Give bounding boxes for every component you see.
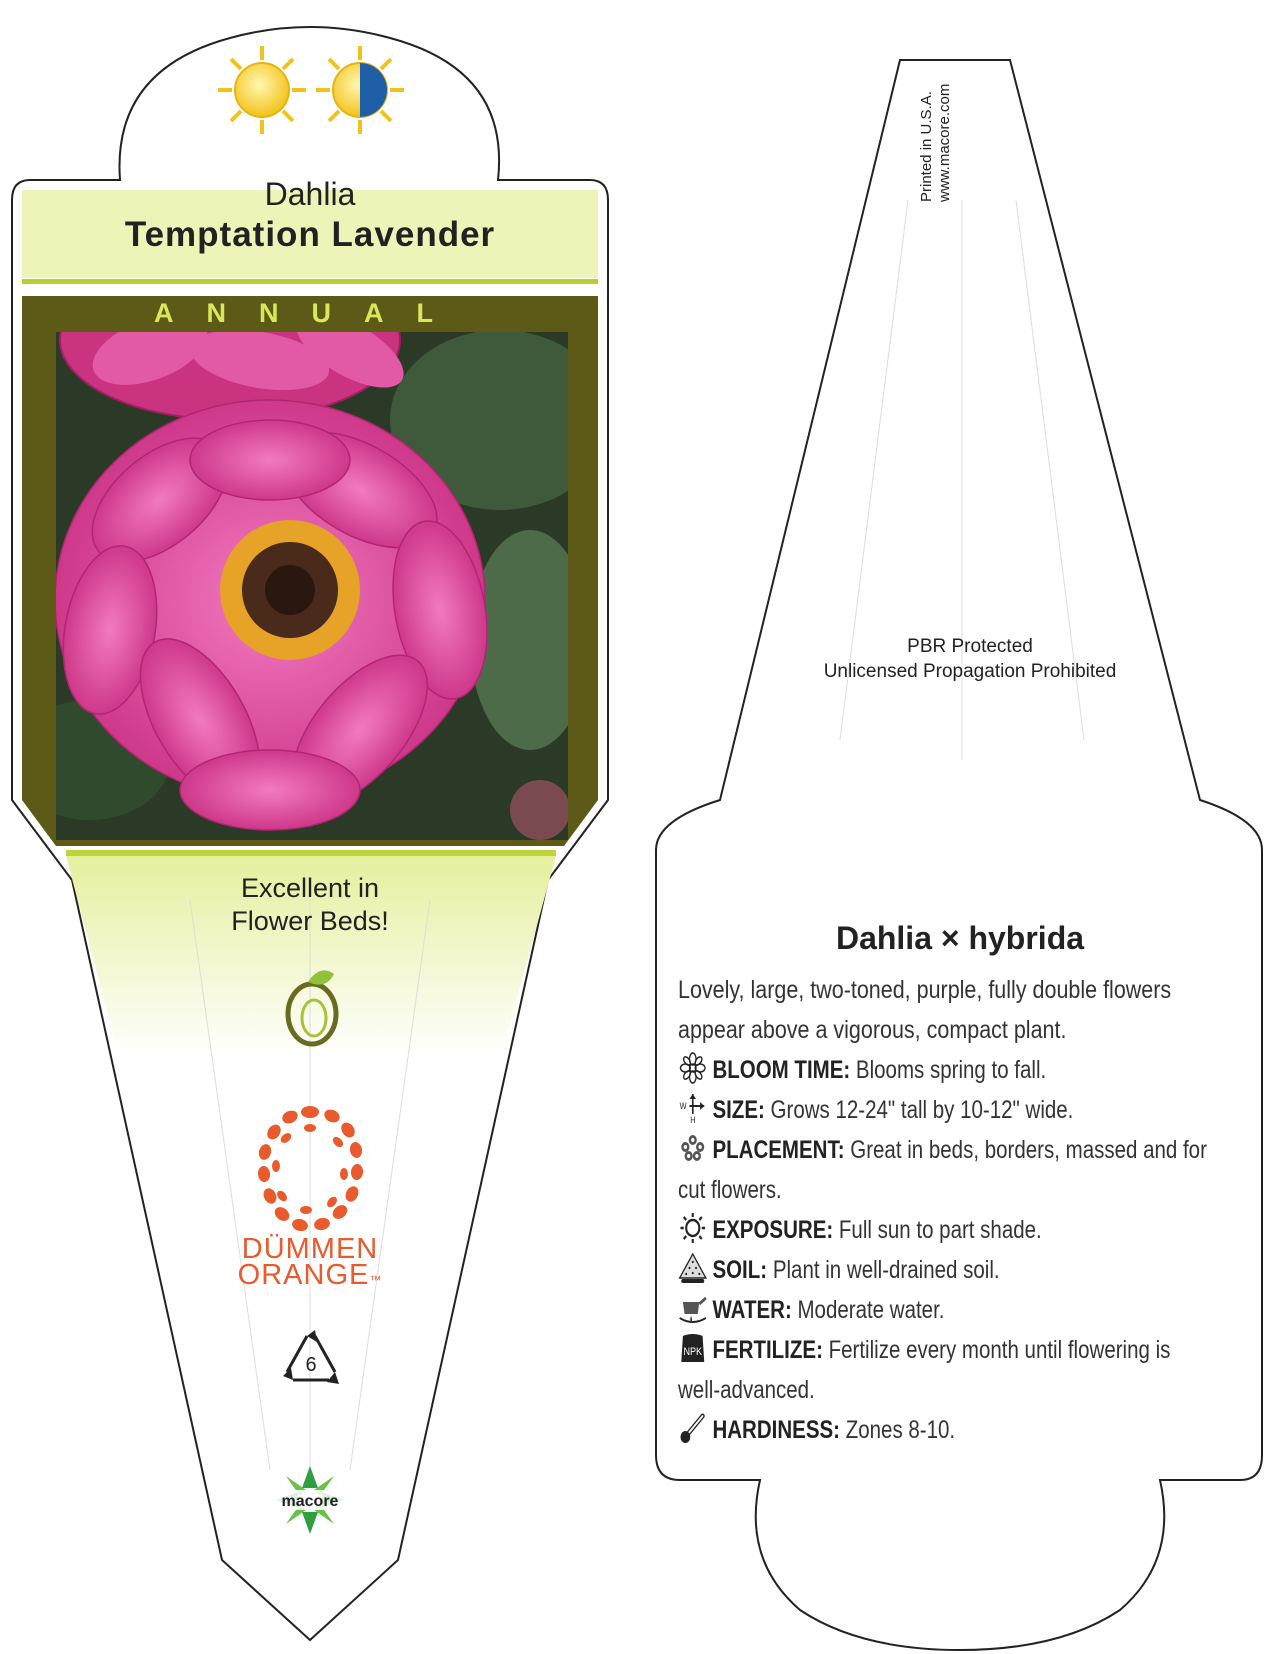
bloom-time-text: Blooms spring to fall. [855, 1056, 1047, 1084]
care-water [678, 1290, 1211, 1330]
care-hardiness [678, 1410, 1211, 1450]
pbr-line-2: Unlicensed Propagation Prohibited [823, 661, 1117, 682]
bloom-time-label: BLOOM TIME: [712, 1056, 851, 1084]
plant-description: Lovely, large, two-toned, purple, fully double flowers appear above a vigorous, compact plant. [678, 976, 1172, 1044]
placement-label: PLACEMENT: [712, 1136, 845, 1164]
care-placement [678, 1130, 1211, 1210]
exposure-label: EXPOSURE: [712, 1216, 834, 1244]
brand-line-1: DÜMMEN [241, 1233, 379, 1265]
brand-line-2-text: ORANGE [237, 1259, 370, 1291]
size-icon-h: H [690, 1115, 696, 1124]
care-fertilize [678, 1330, 1211, 1410]
botanical-name: Dahlia × hybrida [835, 920, 1085, 956]
placement-text: Great in beds, borders, massed and for cut flowers. [678, 1136, 1207, 1204]
tagline [140, 872, 480, 938]
tagline-line-1: Excellent in [240, 873, 380, 903]
size-icon-w: W [679, 1101, 687, 1112]
sun-outline-icon [678, 1212, 708, 1244]
recycle-code: 6 [305, 1354, 317, 1376]
fertilize-text: Fertilize every month until flowering is well-advanced. [678, 1336, 1171, 1404]
brand-name [200, 1233, 420, 1293]
placement-flowers-icon [678, 1132, 708, 1164]
size-text: Grows 12-24" tall by 10-12" wide. [770, 1096, 1074, 1124]
printed-in: Printed in U.S.A. [918, 91, 935, 202]
care-size [678, 1090, 1211, 1130]
flower-icon [678, 1052, 708, 1084]
printed-info [918, 84, 954, 202]
pbr-line-1: PBR Protected [907, 636, 1033, 657]
plant-category: ANNUAL [154, 298, 466, 328]
hardiness-text: Zones 8-10. [845, 1416, 956, 1444]
fertilize-label: FERTILIZE: [712, 1336, 823, 1364]
trademark-symbol: ™ [369, 1273, 383, 1287]
watering-can-icon [678, 1292, 708, 1324]
size-arrows-icon [678, 1092, 708, 1124]
care-soil [678, 1250, 1211, 1290]
macore-wordmark: macore [281, 1493, 339, 1510]
flower-photo [10, 260, 610, 840]
website: www.macore.com [936, 83, 953, 202]
npk-text: NPK [683, 1346, 703, 1359]
npk-icon [678, 1332, 708, 1364]
size-label: SIZE: [712, 1096, 765, 1124]
exposure-text: Full sun to part shade. [838, 1216, 1042, 1244]
care-bloom-time [678, 1050, 1211, 1090]
soil-text: Plant in well-drained soil. [772, 1256, 1000, 1284]
care-info [678, 1050, 1211, 1450]
water-text: Moderate water. [797, 1296, 945, 1324]
soil-label: SOIL: [712, 1256, 768, 1284]
title-band-rule [22, 279, 598, 284]
part-shade-icon [316, 46, 404, 134]
lower-band-rule [66, 850, 556, 856]
plant-genus: Dahlia [264, 176, 356, 212]
plant-variety: Temptation Lavender [124, 215, 496, 254]
care-exposure [678, 1210, 1211, 1250]
full-sun-icon [218, 46, 306, 134]
water-label: WATER: [712, 1296, 792, 1324]
tagline-line-2: Flower Beds! [231, 906, 389, 936]
thermometer-icon [678, 1412, 708, 1444]
hardiness-label: HARDINESS: [712, 1416, 841, 1444]
brand-line-2 [200, 1259, 420, 1293]
soil-icon [678, 1252, 708, 1284]
pbr-notice [760, 634, 1180, 684]
